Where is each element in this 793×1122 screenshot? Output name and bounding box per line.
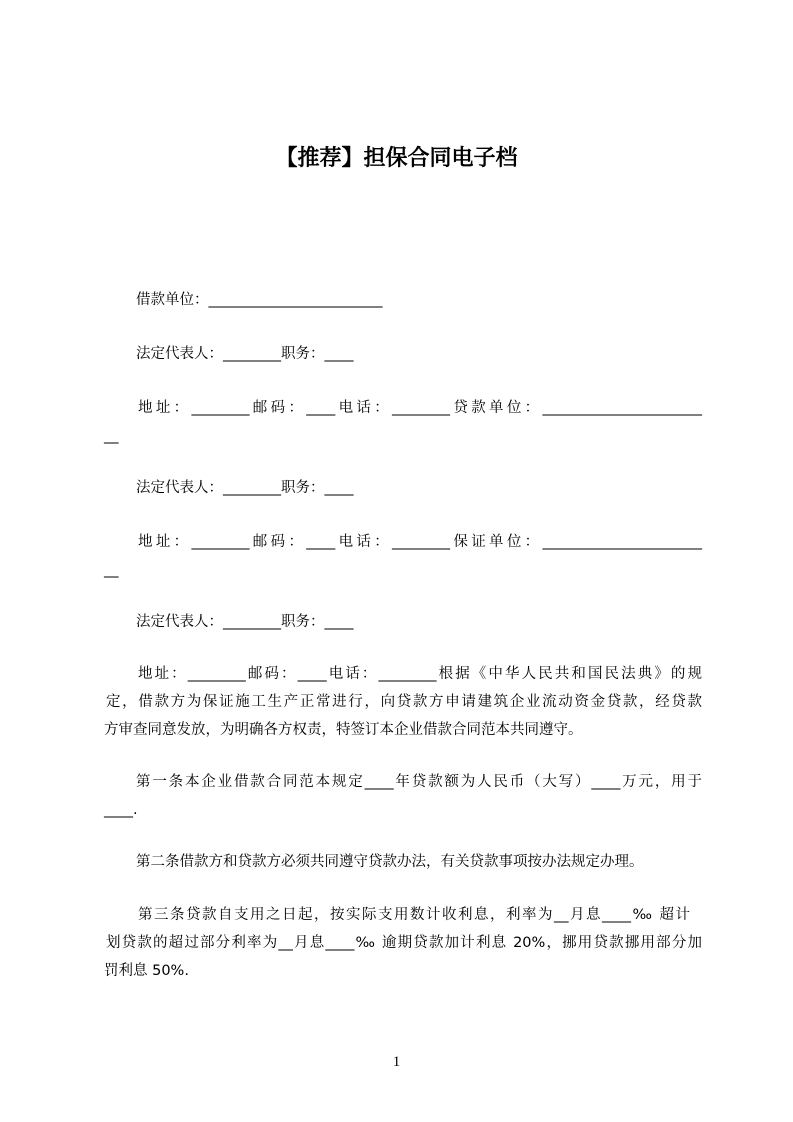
borrower-rep-line: 法定代表人：________职务：____ [136,346,354,362]
guarantor-rep-line: 法定代表人：________职务：____ [136,614,354,630]
preamble-line-3: 方审查同意发放，为明确各方权责，特签订本企业借款合同范本共同遵守。 [104,722,583,738]
borrower-address-line: 地址：________邮码：____电话：________贷款单位：______________________ [138,400,702,416]
article-3-line-1: 第三条贷款自支用之日起，按实际支用数计收利息，利率为__月息____‰ 超计 [138,907,690,923]
article-1-line-1: 第一条本企业借款合同范本规定____年贷款额为人民币（大写）____万元，用于 [136,774,702,790]
preamble-line-2: 定，借款方为保证施工生产正常进行，向贷款方申请建筑企业流动资金贷款，经贷款 [106,694,702,710]
lender-address-line: 地址：________邮码：____电话：________保证单位：______________________ [138,534,702,550]
article-3-line-2: 划贷款的超过部分利率为__月息____‰ 逾期贷款加计利息 20%，挪用贷款挪用部分加 [106,935,702,951]
article-3-line-3: 罚利息 50%. [104,963,189,979]
page-number: 1 [392,1054,401,1070]
article-2-line: 第二条借款方和贷款方必须共同遵守贷款办法，有关贷款事项按办法规定办理。 [136,854,644,870]
guarantor-address-line: 地址：________邮码：____电话：________根据《中华人民共和国民法典》的规 [138,666,702,682]
lender-address-continuation: __ [104,562,119,578]
lender-rep-line: 法定代表人：________职务：____ [136,480,354,496]
article-1-line-2: ____. [104,802,138,818]
borrower-line: 借款单位：________________________ [136,292,383,308]
borrower-address-continuation: __ [104,428,119,444]
document-title: 【推荐】担保合同电子档 [275,146,518,171]
